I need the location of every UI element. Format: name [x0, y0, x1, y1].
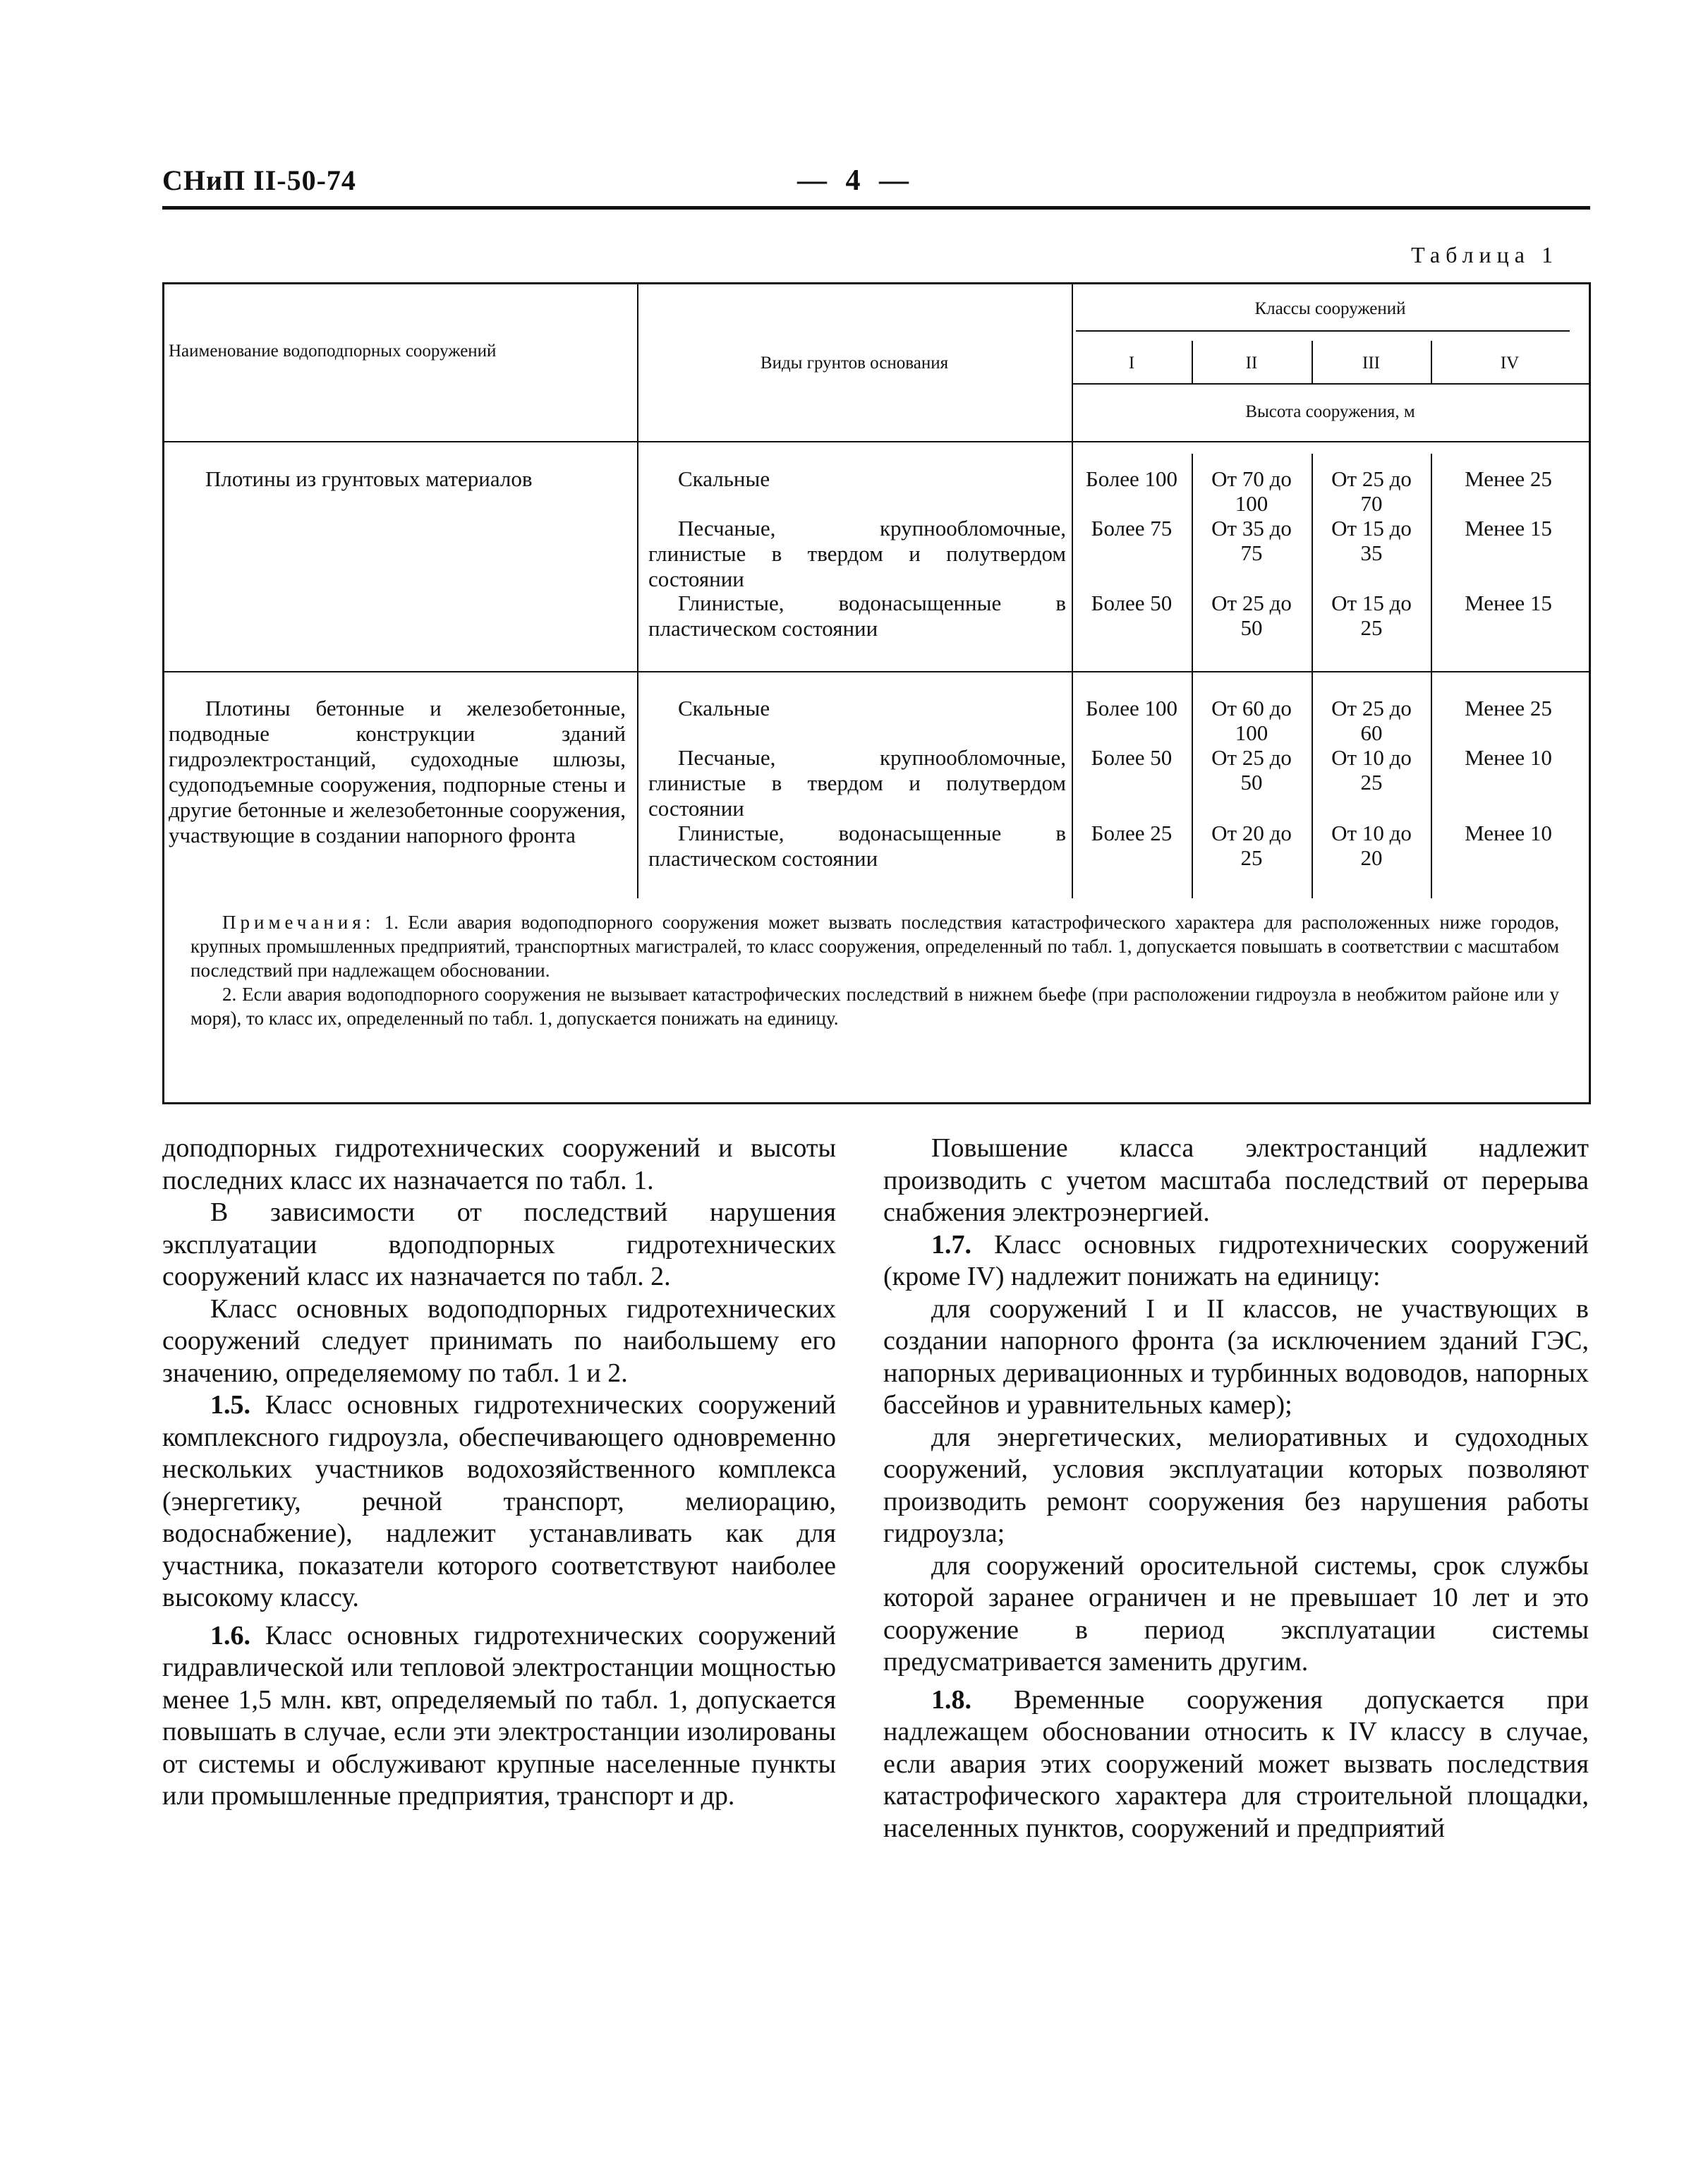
table-divider: [1192, 454, 1193, 898]
list-item: для энергетических, мелиоративных и судоходных сооружений, условия эксплуатации которых позволяют производить ремонт сооружения без нарушения работы гидроузла;: [883, 1422, 1589, 1548]
height-value: Более 50: [1091, 591, 1173, 615]
height-value: Менее 25: [1465, 696, 1552, 720]
note-2: 2. Если авария водоподпорного сооружения не вызывает катастрофических последствий в нижнем бьефе (при расположении гидроузла в необжитом районе или у моря), то класс их, определенный по табл. 1, допускается понижать на единицу.: [190, 984, 1559, 1029]
structure-name: Плотины бетонные и железобетонные, подводные конструкции зданий гидроэлектростанций, судоходные шлюзы, судоподъемные сооружения, подпорные стены и другие бетонные и железобетонные сооружения, участвующие в создании напорного фронта: [169, 696, 626, 847]
left-column: [162, 1133, 836, 1813]
table-divider: [1312, 454, 1313, 898]
paragraph: Класс основных водоподпорных гидротехнических сооружений следует принимать по наибольшему его значению, определяемому по табл. 1 и 2.: [162, 1293, 836, 1388]
section-1-6: [162, 1620, 836, 1813]
class-label-4: IV: [1500, 354, 1520, 373]
note-1: [190, 910, 1559, 982]
height-value: От 60 до 100: [1211, 696, 1292, 745]
height-value: Более 50: [1091, 745, 1173, 770]
height-value: От 10 до 20: [1331, 821, 1412, 870]
height-value: Менее 10: [1465, 821, 1552, 845]
table-divider: [1072, 383, 1589, 385]
table-divider: [1076, 330, 1570, 332]
height-value: Менее 15: [1465, 516, 1552, 541]
soil-type: Песчаные, крупнообломочные, глинистые в твердом и полутвердом состоянии: [648, 516, 1066, 591]
section-number: 1.8.: [931, 1684, 971, 1715]
height-value: Более 25: [1091, 821, 1173, 845]
notes-label: Примечания:: [222, 912, 375, 933]
paragraph: доподпорных гидротехнических сооружений и высоты последних класс их назначается по табл. 1.: [162, 1133, 836, 1195]
class-label-2: II: [1245, 354, 1258, 373]
height-value: От 25 до 70: [1331, 466, 1412, 516]
right-column: [883, 1133, 1589, 1845]
page-number: — 4 —: [797, 164, 914, 197]
height-value: Менее 10: [1465, 745, 1552, 770]
structure-name: Плотины из грунтовых материалов: [205, 466, 533, 491]
section-number: 1.6.: [210, 1620, 250, 1650]
header-rule: [162, 206, 1590, 210]
soil-type: Глинистые, водонасыщенные в пластическом состоянии: [648, 591, 1066, 641]
section-number: 1.5.: [210, 1390, 250, 1420]
height-value: От 70 до 100: [1211, 466, 1292, 516]
height-value: От 15 до 35: [1331, 516, 1412, 565]
table-label: Таблица 1: [1411, 242, 1558, 267]
height-value: От 25 до 60: [1331, 696, 1412, 745]
list-item: для сооружений оросительной системы, срок службы которой заранее ограничен и не превышает 10 лет и это сооружение в период эксплуатации системы предусматривается заменить другим.: [883, 1550, 1589, 1677]
height-value: От 15 до 25: [1331, 591, 1412, 640]
paragraph: Класс основных гидротехнических сооружений гидравлической или тепловой электростанции мощностью менее 1,5 млн. квт, определяемый по табл. 1, допускается повышать в случае, если эти электростанции изолированы от системы и обслуживают крупные населенные пункты или промышленные предприятия, транспорт и др.: [162, 1620, 837, 1811]
height-value: Более 100: [1085, 466, 1178, 491]
table-divider: [164, 441, 1589, 442]
list-item: для сооружений I и II классов, не участвующих в создании напорного фронта (за исключением зданий ГЭС, напорных деривационных и турбинных водоводов, напорных бассейнов и уравнительных камер);: [883, 1293, 1589, 1420]
section-1-7: [883, 1229, 1589, 1293]
class-label-1: I: [1128, 354, 1135, 373]
table-divider: [164, 671, 1589, 672]
paragraph: Повышение класса электростанций надлежит производить с учетом масштаба последствий от перерыва снабжения электроэнергией.: [883, 1133, 1589, 1227]
height-value: От 25 до 50: [1211, 591, 1292, 640]
section-1-8: [883, 1684, 1589, 1845]
document-code: СНиП II-50-74: [162, 164, 356, 196]
col-name-header: Наименование водоподпорных сооружений: [169, 342, 497, 361]
soil-type: Глинистые, водонасыщенные в пластическом состоянии: [648, 821, 1066, 871]
height-value: Менее 15: [1465, 591, 1552, 615]
table-divider: [637, 284, 638, 898]
height-value: От 20 до 25: [1211, 821, 1292, 870]
height-value: От 10 до 25: [1331, 745, 1412, 795]
height-value: Более 100: [1085, 696, 1178, 720]
height-value: От 35 до 75: [1211, 516, 1292, 565]
paragraph: Класс основных гидротехнических сооружений (кроме IV) надлежит понижать на единицу:: [883, 1229, 1589, 1291]
section-1-5: [162, 1389, 836, 1614]
soil-type: Скальные: [678, 466, 770, 491]
paragraph: Временные сооружения допускается при надлежащем обосновании относить к IV классу в случае, если авария этих сооружений может вызвать последствия катастрофического характера для строительной площадки, населенных пунктов, сооружений и предприятий: [883, 1684, 1589, 1843]
note-1-text: 1. Если авария водоподпорного сооружения может вызвать последствия катастрофического характера для расположенных ниже городов, крупных промышленных предприятий, транспортных магистралей, то класс сооружения, определенный по табл. 1, допускается повышать в соответствии с масштабом последствий при надлежащем обосновании.: [190, 912, 1559, 981]
col-soil-header: Виды грунтов основания: [760, 354, 949, 373]
soil-type: Песчаные, крупнообломочные, глинистые в твердом и полутвердом состоянии: [648, 745, 1066, 821]
paragraph: В зависимости от последствий нарушения эксплуатации вдоподпорных гидротехнических сооружений класс их назначается по табл. 2.: [162, 1197, 836, 1291]
table-divider: [1431, 454, 1432, 898]
table-notes: [190, 910, 1559, 1030]
height-value: От 25 до 50: [1211, 745, 1292, 795]
height-value: Более 75: [1091, 516, 1173, 541]
soil-type: Скальные: [678, 696, 770, 720]
height-header: Высота сооружения, м: [1245, 402, 1415, 421]
classes-header: Классы сооружений: [1254, 299, 1406, 318]
table-divider: [1072, 284, 1073, 898]
height-value: Менее 25: [1465, 466, 1552, 491]
section-number: 1.7.: [931, 1229, 971, 1260]
paragraph: Класс основных гидротехнических сооружений комплексного гидроузла, обеспечивающего одновременно нескольких участников водохозяйственного комплекса (энергетику, речной транспорт, мелиорацию, водоснабжение), надлежит устанавливать как для участника, показатели которого соответствуют наиболее высокому классу.: [162, 1390, 837, 1612]
class-label-3: III: [1362, 354, 1380, 373]
